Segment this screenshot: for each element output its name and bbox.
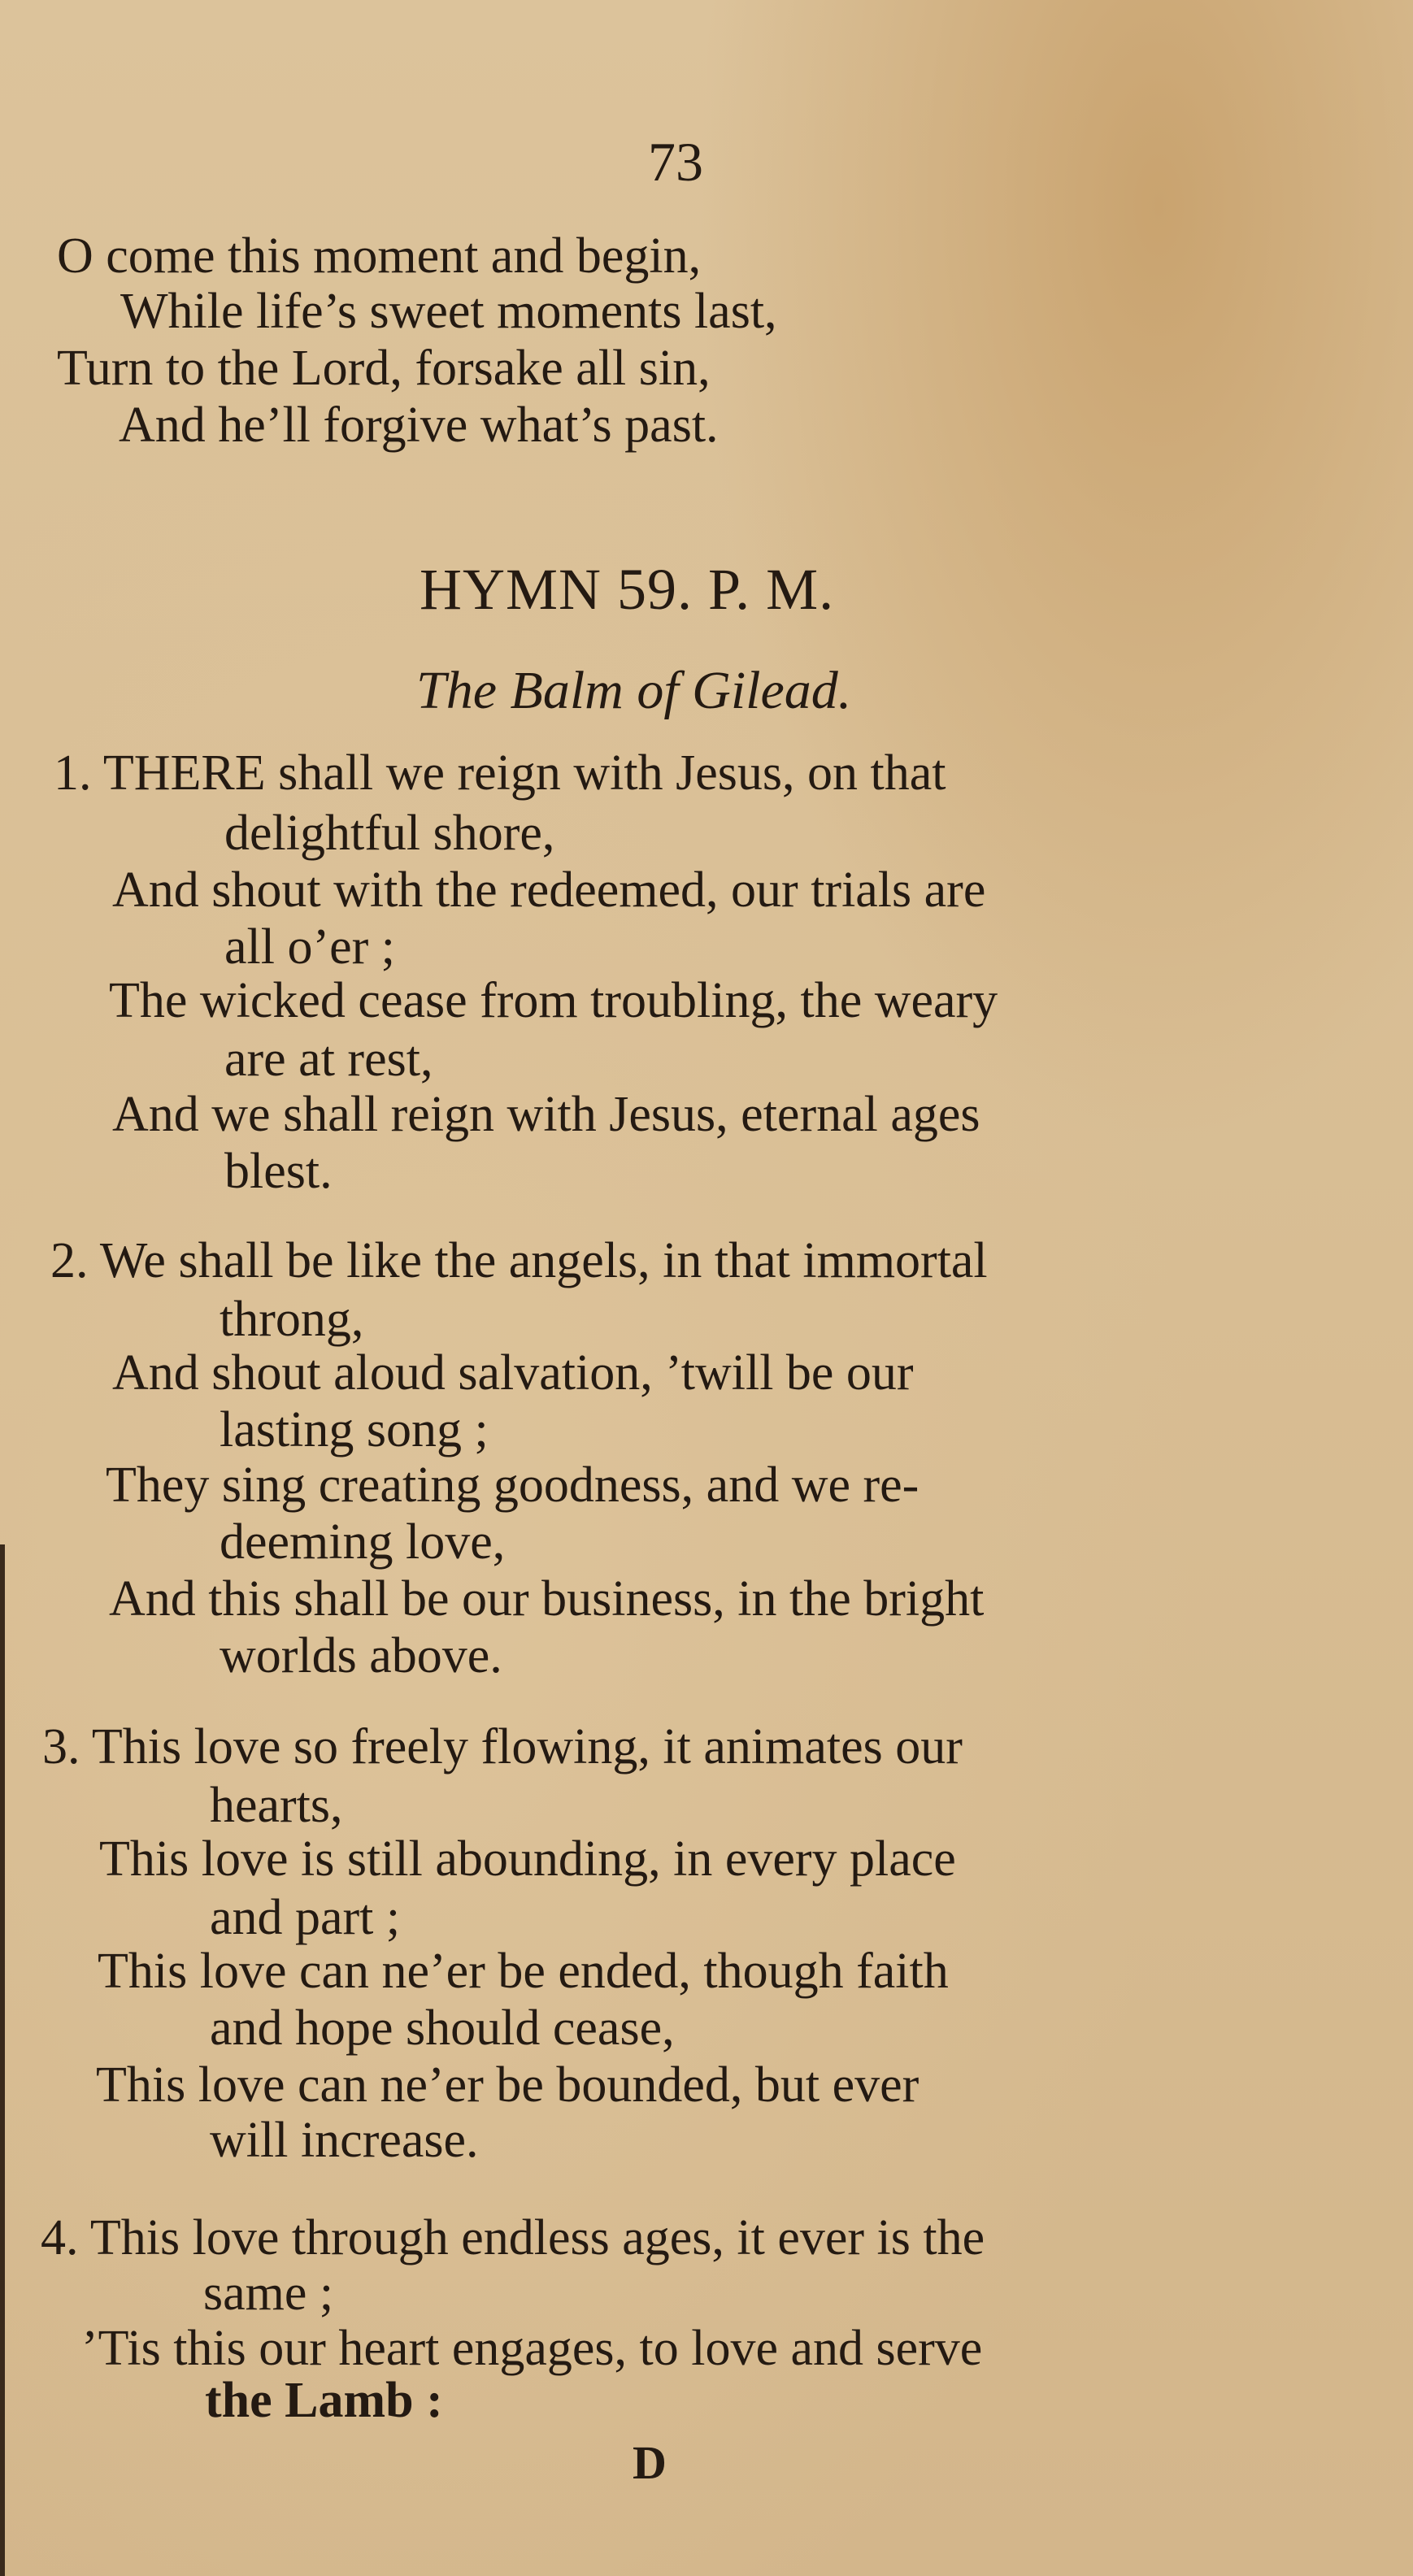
stanza-2-line: lasting song ; <box>220 1402 489 1457</box>
verse-line: O come this moment and begin, <box>57 228 702 284</box>
stanza-1-line: all o’er ; <box>224 919 396 975</box>
signature-mark: D <box>633 2436 667 2489</box>
verse-line: Turn to the Lord, forsake all sin, <box>57 341 711 396</box>
stanza-3-line: hearts, <box>210 1778 343 1833</box>
stanza-2-line: And shout aloud salvation, ’twill be our <box>112 1345 914 1401</box>
stanza-4-line: 4. This love through endless ages, it ever is the <box>41 2210 985 2265</box>
stanza-2-line: worlds above. <box>220 1628 502 1683</box>
hymn-title: HYMN 59. P. M. <box>420 557 835 622</box>
stanza-3-line: and part ; <box>210 1890 401 1945</box>
stanza-2-line: They sing creating goodness, and we re- <box>106 1457 920 1513</box>
stanza-1-line: And shout with the redeemed, our trials are <box>112 862 986 918</box>
stanza-2-line: And this shall be our business, in the bright <box>109 1571 985 1627</box>
stanza-2-line: throng, <box>220 1292 364 1347</box>
stanza-1-line: are at rest, <box>224 1032 433 1087</box>
stanza-4-line: ’Tis this our heart engages, to love and serve <box>81 2321 983 2376</box>
hymn-subtitle: The Balm of Gilead. <box>416 661 852 720</box>
stanza-2-line: 2. We shall be like the angels, in that immortal <box>50 1233 988 1288</box>
stanza-3-line: 3. This love so freely flowing, it animates our <box>42 1719 963 1775</box>
stanza-4-line: same ; <box>203 2265 334 2321</box>
stanza-1-line: And we shall reign with Jesus, eternal ages <box>112 1087 980 1142</box>
stanza-3-line: This love can ne’er be ended, though faith <box>98 1944 949 1999</box>
stanza-3-line: and hope should cease, <box>210 2000 675 2056</box>
stanza-1-line: blest. <box>224 1144 333 1199</box>
stanza-1-line: delightful shore, <box>224 806 555 861</box>
verse-line: And he’ll forgive what’s past. <box>119 397 719 453</box>
page-number: 73 <box>648 131 703 193</box>
stanza-2-line: deeming love, <box>220 1514 506 1570</box>
stanza-1-line: The wicked cease from troubling, the weary <box>109 973 998 1028</box>
page-spine-shadow <box>0 1544 5 2576</box>
stanza-3-line: This love is still abounding, in every place <box>99 1831 956 1887</box>
stanza-3-line: will increase. <box>210 2113 479 2168</box>
stanza-1-line: 1. THERE shall we reign with Jesus, on that <box>54 745 946 801</box>
stanza-3-line: This love can ne’er be bounded, but ever <box>96 2057 920 2113</box>
verse-line: While life’s sweet moments last, <box>120 284 777 339</box>
stanza-4-line: the Lamb : <box>205 2373 443 2428</box>
